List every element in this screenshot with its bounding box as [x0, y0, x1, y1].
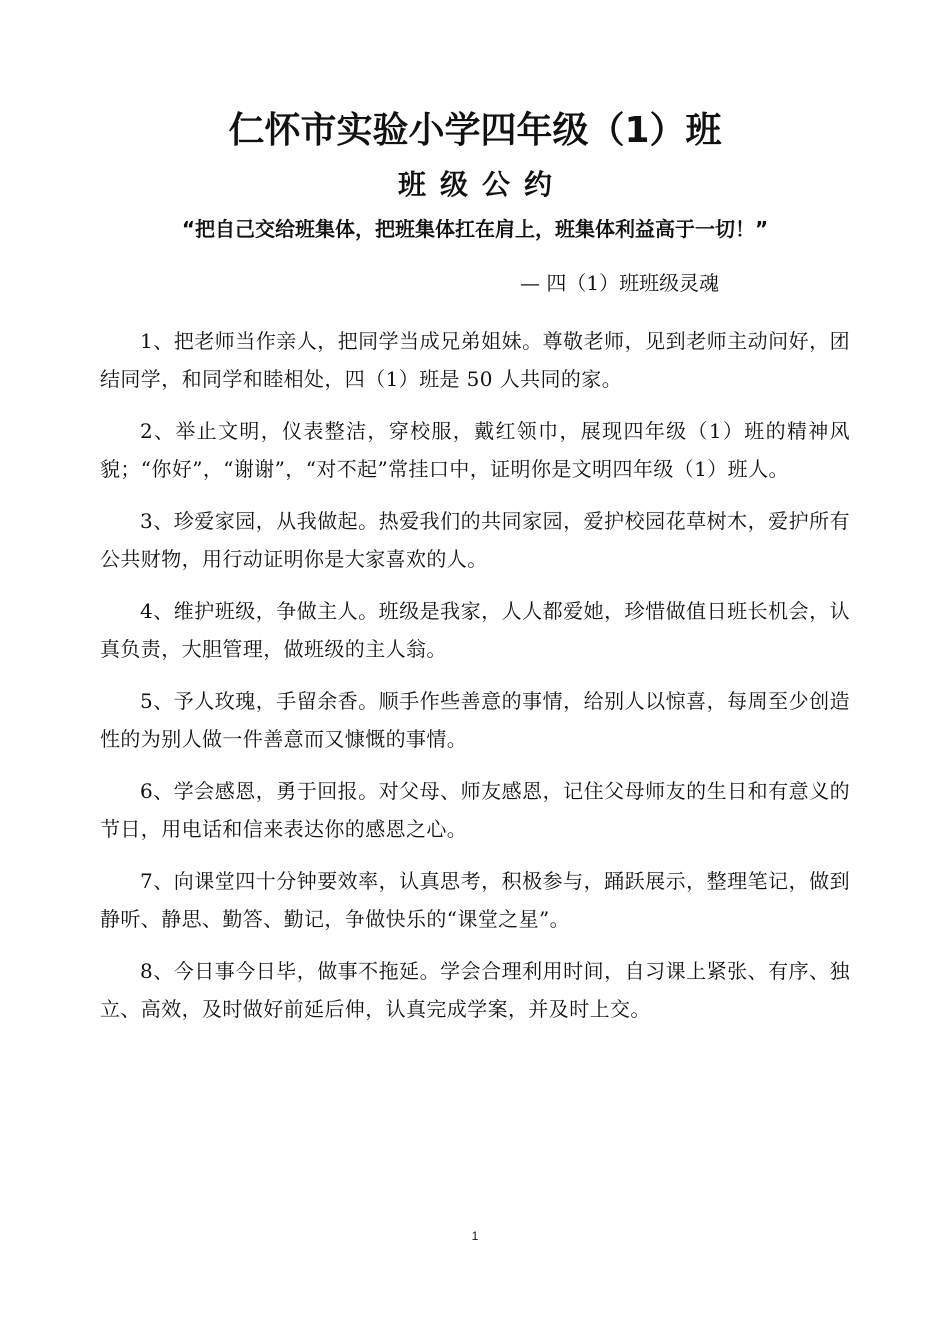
motto-attribution: — 四（1）班班级灵魂	[520, 271, 720, 295]
rule-item: 2、举止文明，仪表整洁，穿校服，戴红领巾，展现四年级（1）班的精神风貌；“你好”，“谢谢”，“对不起”常挂口中，证明你是文明四年级（1）班人。	[100, 419, 850, 481]
rule-item: 4、维护班级，争做主人。班级是我家，人人都爱她，珍惜做值日班长机会，认真负责，大胆管理，做班级的主人翁。	[100, 599, 850, 661]
page-number: 1	[471, 1229, 479, 1243]
rule-item: 3、珍爱家园，从我做起。热爱我们的共同家园，爱护校园花草树木，爱护所有公共财物，用行动证明你是大家喜欢的人。	[100, 509, 850, 571]
rule-item: 5、予人玫瑰，手留余香。顺手作些善意的事情，给别人以惊喜，每周至少创造性的为别人做一件善意而又慷慨的事情。	[100, 689, 850, 751]
rules-list	[100, 322, 850, 1042]
class-motto: “把自己交给班集体，把班集体扛在肩上，班集体利益高于一切！”	[181, 217, 769, 241]
document-subtitle: 班级公约	[397, 168, 566, 201]
document-title: 仁怀市实验小学四年级（1）班	[228, 110, 722, 151]
rule-item: 1、把老师当作亲人，把同学当成兄弟姐妹。尊敬老师，见到老师主动问好，团结同学，和同学和睦相处，四（1）班是 50 人共同的家。	[100, 329, 850, 391]
rule-item: 6、学会感恩，勇于回报。对父母、师友感恩，记住父母师友的生日和有意义的节日，用电话和信来表达你的感恩之心。	[100, 779, 850, 841]
rule-item: 7、向课堂四十分钟要效率，认真思考，积极参与，踊跃展示，整理笔记，做到静听、静思、勤答、勤记，争做快乐的“课堂之星”。	[100, 869, 850, 931]
rule-item: 8、今日事今日毕，做事不拖延。学会合理利用时间，自习课上紧张、有序、独立、高效，及时做好前延后伸，认真完成学案，并及时上交。	[100, 959, 850, 1021]
